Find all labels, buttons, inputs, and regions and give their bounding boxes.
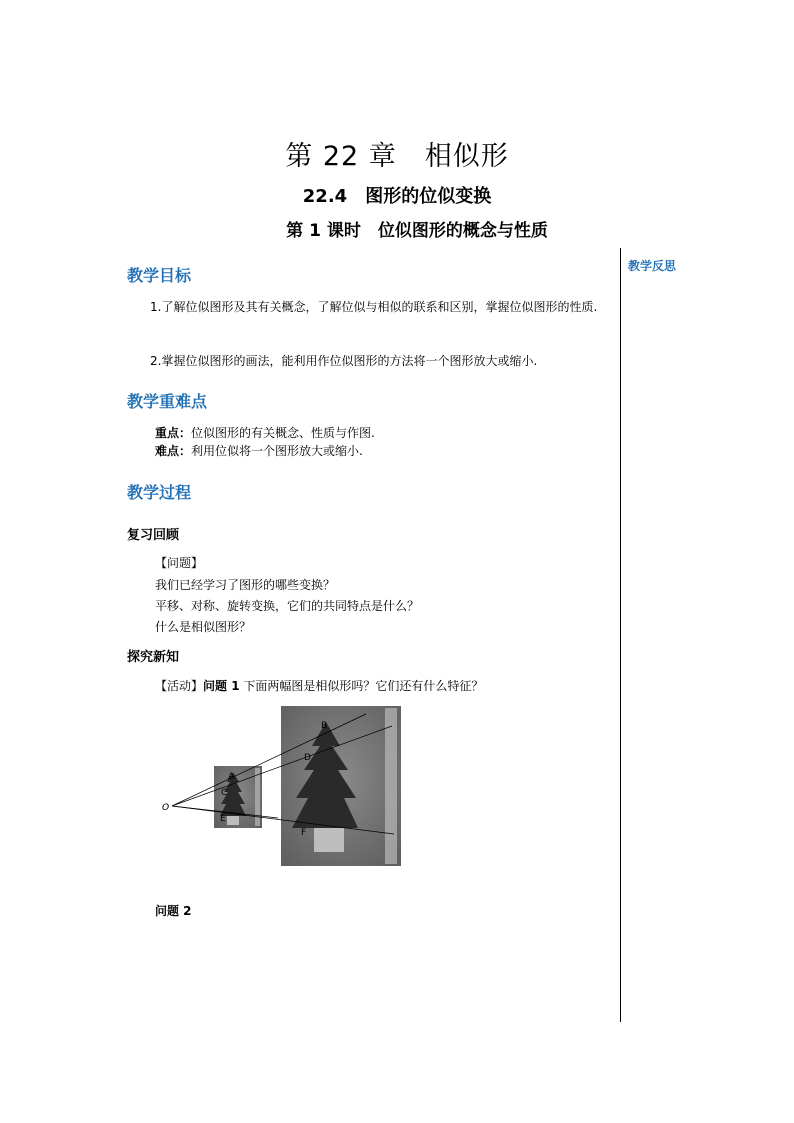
reflection-label: 教学反思 [628, 259, 677, 273]
review-question-3: 什么是相似图形？ [155, 620, 252, 634]
section-title: 22.4 图形的位似变换 [302, 186, 492, 207]
focus-label: 重点： [155, 426, 192, 440]
activity-tag: 【活动】 [155, 679, 204, 693]
review-tag: 【问题】 [155, 556, 204, 570]
point-c-label: C [221, 788, 228, 798]
objectives-heading: 教学目标 [127, 266, 192, 285]
review-question-2: 平移、对称、旋转变换，它们的共同特点是什么？ [155, 599, 420, 613]
question-2-label: 问题 2 [155, 904, 192, 918]
point-d-label: D [304, 753, 311, 763]
chapter-title: 第 22 章 相似形 [285, 141, 509, 172]
difficulty-label: 难点： [155, 444, 192, 458]
review-question-1: 我们已经学习了图形的哪些变换？ [155, 578, 336, 592]
explore-heading: 探究新知 [127, 650, 180, 665]
point-a-label: A [228, 772, 235, 782]
point-b-label: B [321, 721, 328, 731]
point-f-label: F [301, 828, 307, 838]
activity-question-1 [155, 676, 483, 696]
question-1-label: 问题 1 [203, 679, 240, 693]
point-o-label: O [162, 803, 170, 813]
question-1-text: 下面两幅图是相似形吗？它们还有什么特征？ [243, 679, 484, 693]
review-heading: 复习回顾 [127, 528, 180, 543]
difficulty-line [155, 441, 363, 461]
reflection-column-divider [620, 248, 621, 1022]
point-e-label: E [220, 814, 226, 824]
difficulty-text: 利用位似将一个图形放大或缩小. [191, 444, 363, 458]
homothety-figure [160, 700, 410, 870]
focus-line [155, 423, 375, 443]
objective-item-2: 2.掌握位似图形的画法，能利用作位似图形的方法将一个图形放大或缩小. [150, 354, 538, 368]
key-points-heading: 教学重难点 [127, 392, 208, 411]
process-heading: 教学过程 [127, 483, 192, 502]
focus-text: 位似图形的有关概念、性质与作图. [191, 426, 375, 440]
lesson-title: 第 1 课时 位似图形的概念与性质 [286, 221, 548, 241]
objective-item-1: 1.了解位似图形及其有关概念，了解位似与相似的联系和区别，掌握位似图形的性质. [150, 300, 598, 314]
